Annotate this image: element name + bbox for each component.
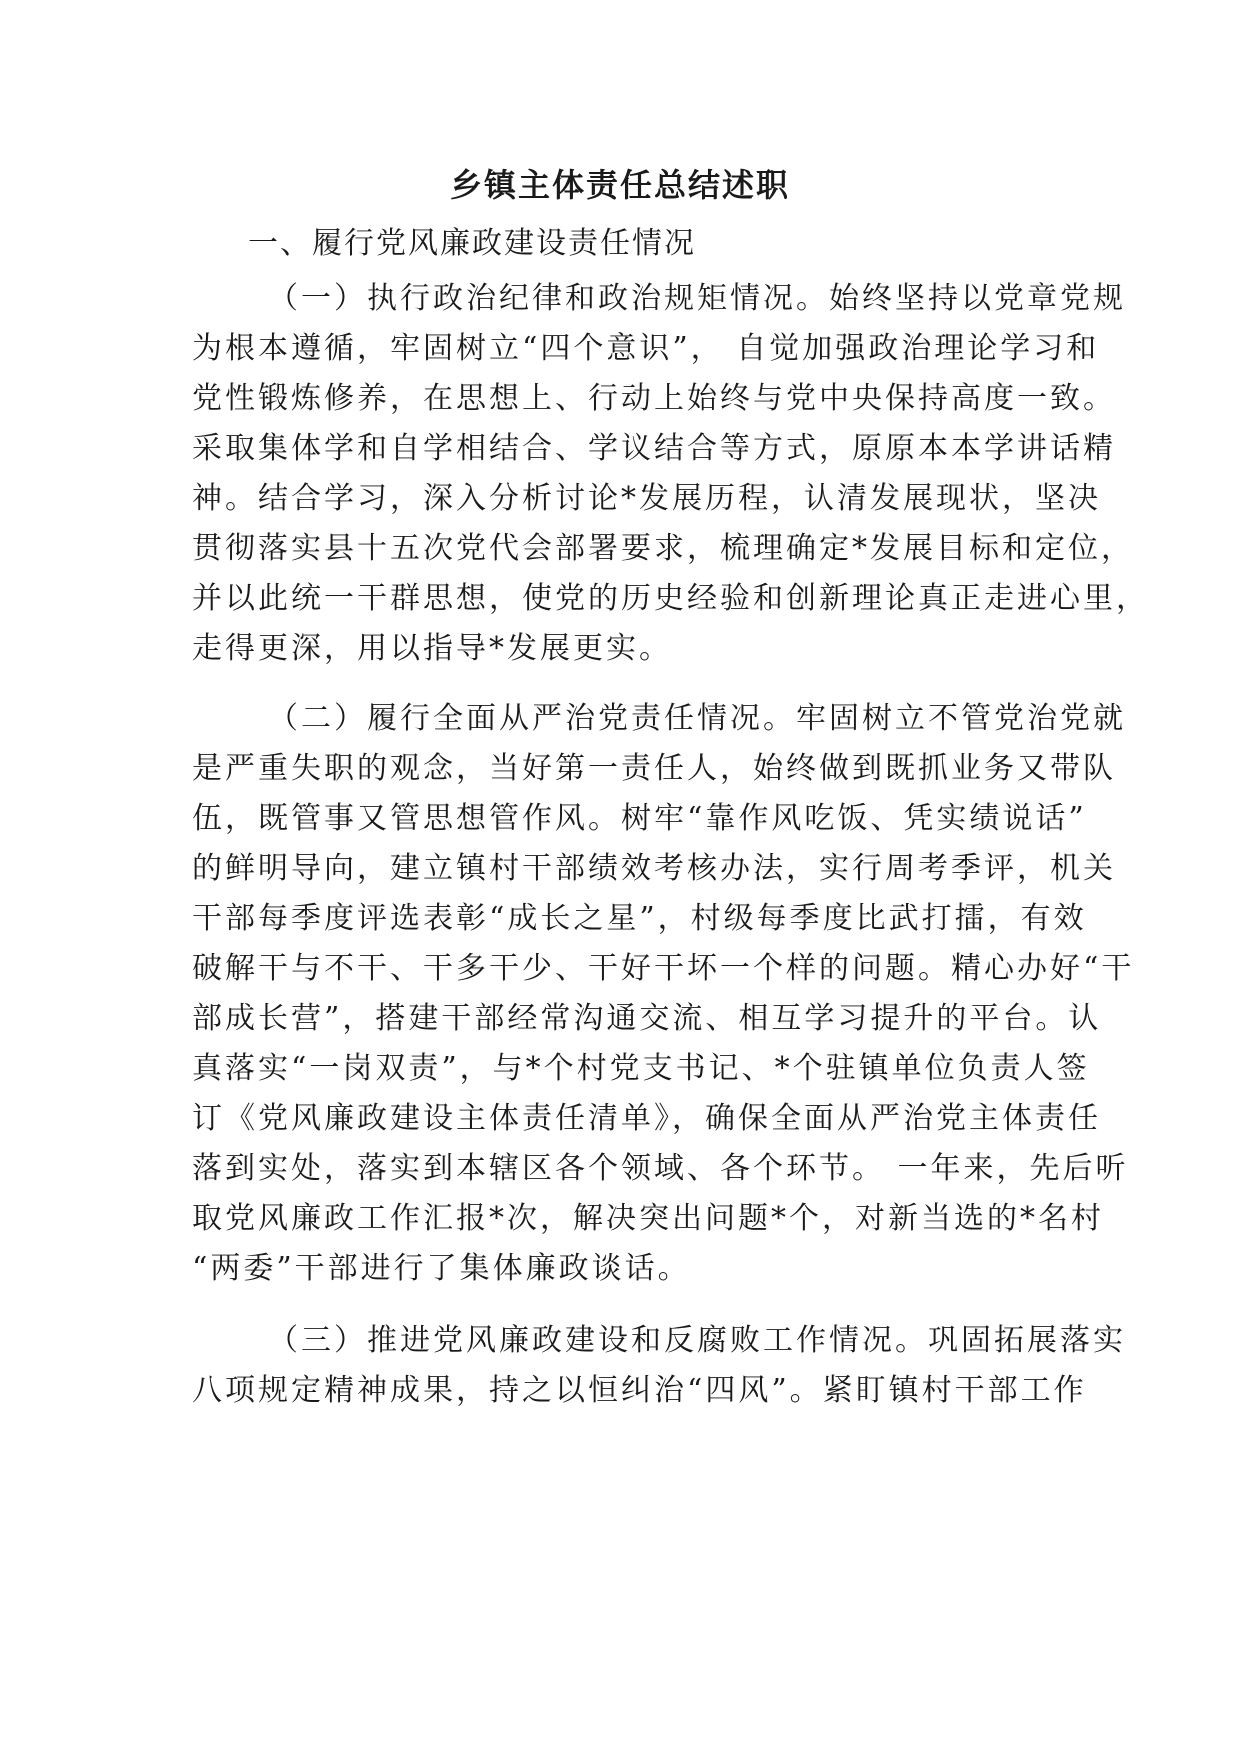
paragraph-line: 破解干与不干、干多干少、干好干坏一个样的问题。精心办好“干 [192,951,1135,986]
paragraph-line: （二）履行全面从严治党责任情况。牢固树立不管党治党就 [268,701,1126,736]
section-heading: 一、履行党风廉政建设责任情况 [248,226,696,261]
paragraph-line: 是严重失职的观念，当好第一责任人，始终做到既抓业务又带队 [192,751,1116,786]
paragraph-line: 神。结合学习，深入分析讨论*发展历程，认清发展现状，坚决 [192,481,1101,516]
paragraph-line: 订《党风廉政建设主体责任清单》，确保全面从严治党主体责任 [192,1101,1101,1136]
paragraph-anti-corruption [192,1316,1126,1416]
paragraph-line: 取党风廉政工作汇报*次，解决突出问题*个，对新当选的*名村 [192,1201,1104,1236]
paragraph-line: 采取集体学和自学相结合、学议结合等方式，原原本本学讲话精 [192,431,1116,466]
paragraph-line: （三）推进党风廉政建设和反腐败工作情况。巩固拓展落实 [268,1323,1126,1358]
paragraph-line: 部成长营”，搭建干部经常沟通交流、相互学习提升的平台。认 [192,1001,1102,1036]
paragraph-line: 伍，既管事又管思想管作风。树牢“靠作风吃饭、凭实绩说话” [192,801,1087,836]
paragraph-line: 干部每季度评选表彰“成长之星”，村级每季度比武打擂，有效 [192,901,1087,936]
paragraph-political-discipline [192,274,1149,674]
paragraph-line: 落到实处，落实到本辖区各个领域、各个环节。 一年来，先后听 [192,1151,1129,1186]
paragraph-line: 走得更深，用以指导*发展更实。 [192,631,672,666]
paragraph-line: 真落实“一岗双责”，与*个村党支书记、*个驻镇单位负责人签 [192,1051,1090,1086]
paragraph-line: （一）执行政治纪律和政治规矩情况。始终坚持以党章党规 [268,281,1126,316]
paragraph-line: 的鲜明导向，建立镇村干部绩效考核办法，实行周考季评，机关 [192,851,1116,886]
document-title: 乡镇主体责任总结述职 [449,166,790,204]
paragraph-line: 八项规定精神成果，持之以恒纠治“四风”。紧盯镇村干部工作 [192,1373,1087,1408]
paragraph-line: 为根本遵循，牢固树立“四个意识”， 自觉加强政治理论学习和 [192,331,1100,366]
paragraph-line: 党性锻炼修养，在思想上、行动上始终与党中央保持高度一致。 [192,381,1116,416]
paragraph-line: 贯彻落实县十五次党代会部署要求，梳理确定*发展目标和定位， [192,531,1134,566]
paragraph-line: 并以此统一干群思想，使党的历史经验和创新理论真正走进心里， [192,581,1149,616]
paragraph-line: “两委”干部进行了集体廉政谈话。 [192,1251,691,1286]
paragraph-strict-party-governance [192,694,1135,1294]
